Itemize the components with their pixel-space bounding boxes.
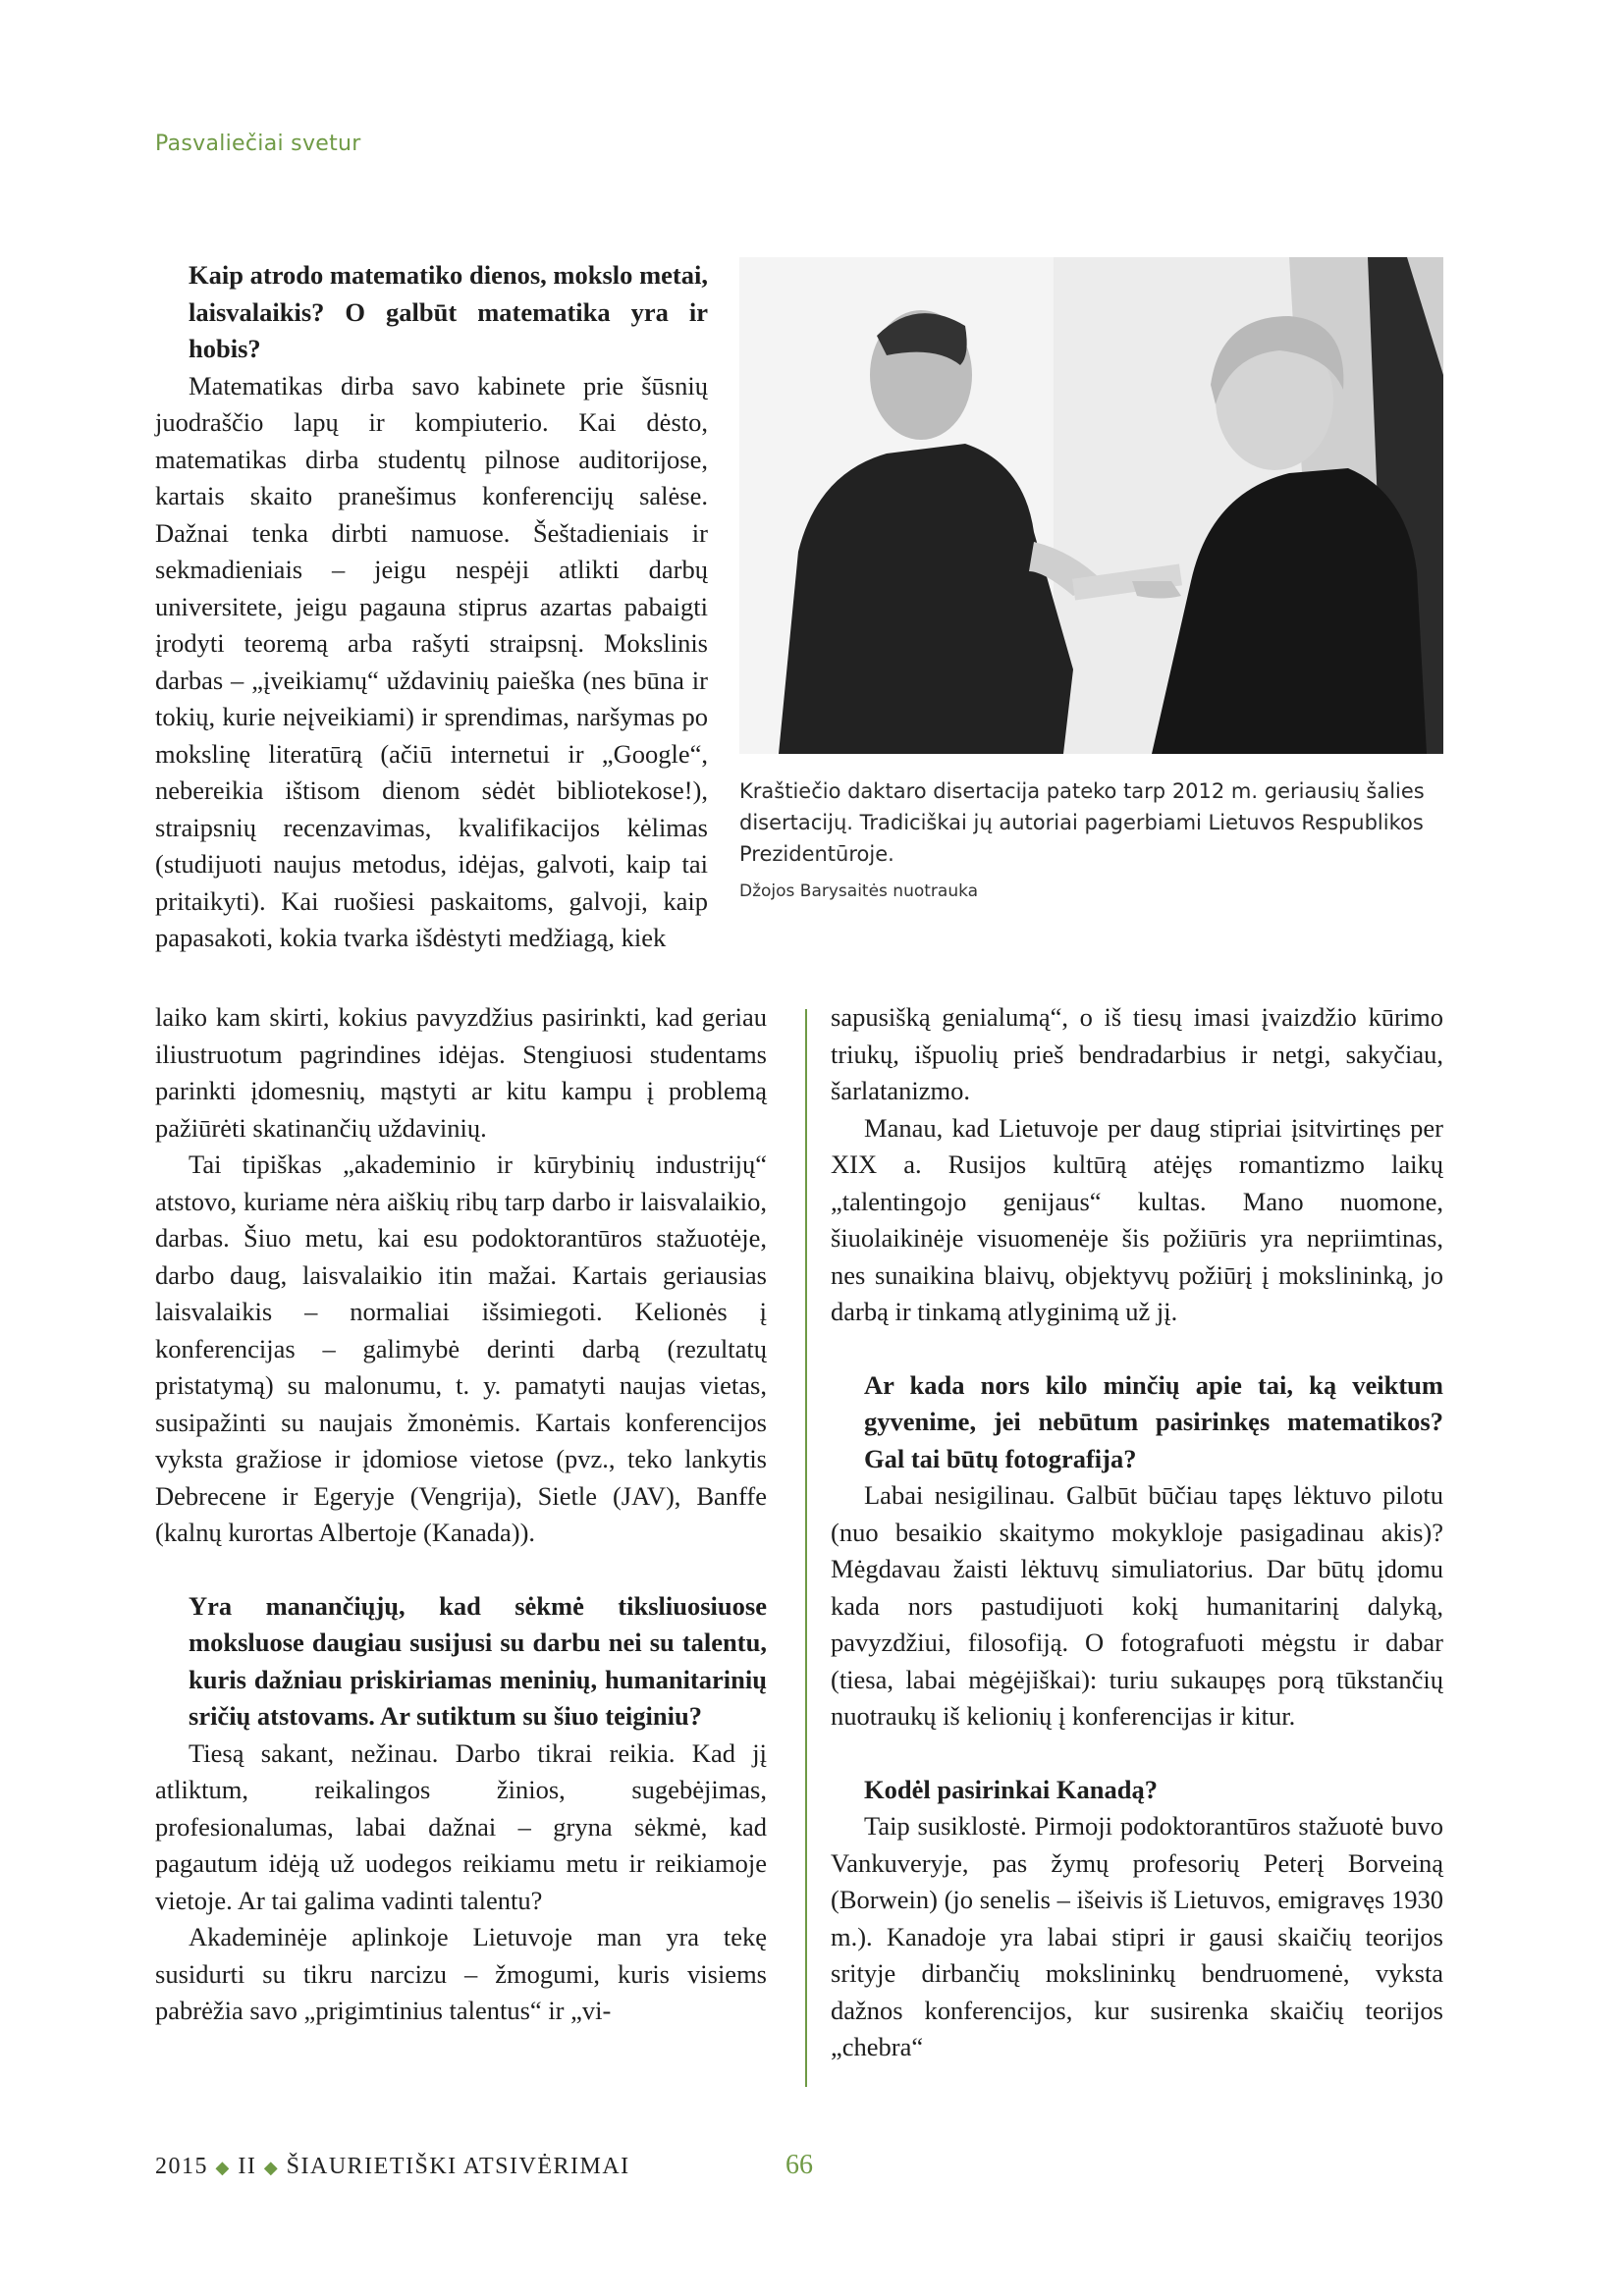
paragraph: Akademinėje aplinkoje Lietuvoje man yra tekę susidurti su tikru narcizu – žmogumi, kuris visiems pabrėžia savo „prigimtinius talentus“ ir „vi- xyxy=(155,1922,767,2025)
right-column xyxy=(831,999,1443,2066)
paragraph: Matematikas dirba savo kabinete prie šūsnių juodraščio lapų ir kompiuterio. Kai dėsto, matematikas dirba studentų pilnose auditorijose, kartais skaito pranešimus konferencijų salėse. Dažnai tenka dirbti namuose. Šeštadieniais ir sekmadieniais – jeigu nespėji atlikti darbų universitete, jeigu pagauna stiprus azartas pabaigti įrodyti teoremą arba rašyti straipsnį. Mokslinis darbas – „įveikiamų“ uždavinių paieška (nes būna ir tokių, kurie neįveikiami) ir sprendimas, naršymas po mokslinę literatūrą (ačiū internetui ir „Google“, nebereikia ištisom dienom sėdėt bibliotekose!), straipsnių recenzavimas, kvalifikacijos kėlimas (studijuoti naujus metodus, idėjas, galvoti, kaip tai pritaikyti). Kai ruošiesi paskaitoms, galvoji, kaip papasakoti, kokia tvarka išdėstyti medžiagą, kiek xyxy=(155,370,708,952)
award-ceremony-photo xyxy=(739,257,1443,754)
interview-question: Kaip atrodo matematiko dienos, mokslo metai, laisvalaikis? O galbūt matematika yra ir hobis? xyxy=(189,260,708,363)
paragraph: laiko kam skirti, kokius pavyzdžius pasirinkti, kad geriau iliustruotum pagrindines idėjas. Stengiuosi studentams parinkti įdomesnių, mąstyti ar kitu kampu į problemą pažiūrėti skatinančių uždavinių. xyxy=(155,1002,767,1143)
left-column-bottom xyxy=(155,999,767,2030)
diamond-icon: ◆ xyxy=(263,2158,280,2177)
interview-question: Ar kada nors kilo minčių apie tai, ką veiktum gyvenime, jei nebūtum pasirinkęs matematikos? Gal tai būtų fotografija? xyxy=(864,1369,1443,1473)
footer-year: 2015 xyxy=(155,2154,208,2179)
photo xyxy=(739,257,1443,754)
interview-question: Yra manančiųjų, kad sėkmė tiksliuosiuose moksluose daugiau susijusi su darbu nei su talentu, kuris dažniau priskiriamas meninių, humanitarinių sričių atstovams. Ar sutiktum su šiuo teiginiu? xyxy=(189,1590,767,1731)
paragraph: Manau, kad Lietuvoje per daug stipriai įsitvirtinęs per XIX a. Rusijos kultūrą atėjęs romantizmo laikų „talentingojo genijaus“ kultas. Mano nuomone, šiuolaikinėje visuomenėje šis požiūris yra nepriimtinas, nes sunaikina blaivų, objektyvų požiūrį į mokslininką, jo darbą ir tinkamą atlyginimą už jį. xyxy=(831,1112,1443,1326)
spacer xyxy=(831,1735,1443,1772)
interview-question: Kodėl pasirinkai Kanadą? xyxy=(864,1774,1158,1804)
column-divider xyxy=(805,1009,807,2087)
left-column-top xyxy=(155,257,708,957)
paragraph: Tiesą sakant, nežinau. Darbo tikrai reikia. Kad jį atliktum, reikalingos žinios, sugebėjimas, profesionalumas, labai dažnai – gryna sėkmė, kad pagautum idėją už uodegos reikiamu metu ir reikiamoje vietoje. Ar tai galima vadinti talentu? xyxy=(155,1737,767,1915)
footer-magazine: ŠIAURIETIŠKI ATSIVĖRIMAI xyxy=(286,2154,630,2179)
caption-text: Kraštiečio daktaro disertacija pateko tarp 2012 m. geriausių šalies disertacijų. Tradiciškai jų autoriai pagerbiami Lietuvos Respublikos Prezidentūroje. xyxy=(739,779,1425,866)
photo-credit: Džojos Barysaitės nuotrauka xyxy=(739,881,979,901)
photo-caption xyxy=(739,775,1446,907)
diamond-icon: ◆ xyxy=(215,2158,231,2177)
spacer xyxy=(831,1331,1443,1367)
page-number: 66 xyxy=(785,2150,813,2180)
paragraph: Taip susiklostė. Pirmoji podoktorantūros stažuotė buvo Vankuveryje, pas žymų profesorių Peterį Borveiną (Borwein) (jo senelis – išeivis iš Lietuvos, emigravęs 1930 m.). Kanadoje yra labai stipri ir gausi skaičių teorijos srityje dirbančių mokslininkų bendruomenė, vyksta dažnos konferencijos, kur susirenka skaičių teorijos „chebra“ xyxy=(831,1811,1443,2061)
paragraph: sapusišką genialumą“, o iš tiesų imasi įvaizdžio kūrimo triukų, išpuolių prieš bendradarbius ir netgi, sakyčiau, šarlatanizmo. xyxy=(831,1002,1443,1105)
spacer xyxy=(155,1552,767,1588)
paragraph: Labai nesigilinau. Galbūt būčiau tapęs lėktuvo pilotu (nuo besaikio skaitymo mokykloje pasigadinau akis)? Mėgdavau žaisti lėktuvų simuliatorius. Dar būtų įdomu kada nors pastudijuoti kokį humanitarinį dalyką, pavyzdžiui, filosofiją. O fotografuoti mėgstu ir dabar (tiesa, labai mėgėjiškai): turiu sukaupęs porą tūkstančių nuotraukų iš kelionių į konferencijas ir kitur. xyxy=(831,1480,1443,1731)
footer-issue: II xyxy=(238,2154,257,2179)
paragraph: Tai tipiškas „akademinio ir kūrybinių industrijų“ atstovo, kuriame nėra aiškių ribų tarp darbo ir laisvalaikio, darbas. Šiuo metu, kai esu podoktorantūros stažuotėje, darbo daug, laisvalaikio itin mažai. Kartais geriausias laisvalaikis – normaliai išsimiegoti. Kelionės į konferencijas – galimybė derinti darbą (rezultatų pristatymą) su malonumu, t. y. pamatyti naujas vietas, susipažinti su naujais žmonėmis. Kartais konferencijos vyksta gražiose ir įdomiose vietose (pvz., teko lankytis Debrecene ir Egeryje (Vengrija), Sietle (JAV), Banffe (kalnų kurortas Albertoje (Kanada)). xyxy=(155,1149,767,1547)
running-head: Pasvaliečiai svetur xyxy=(155,132,361,156)
footer xyxy=(155,2154,630,2180)
